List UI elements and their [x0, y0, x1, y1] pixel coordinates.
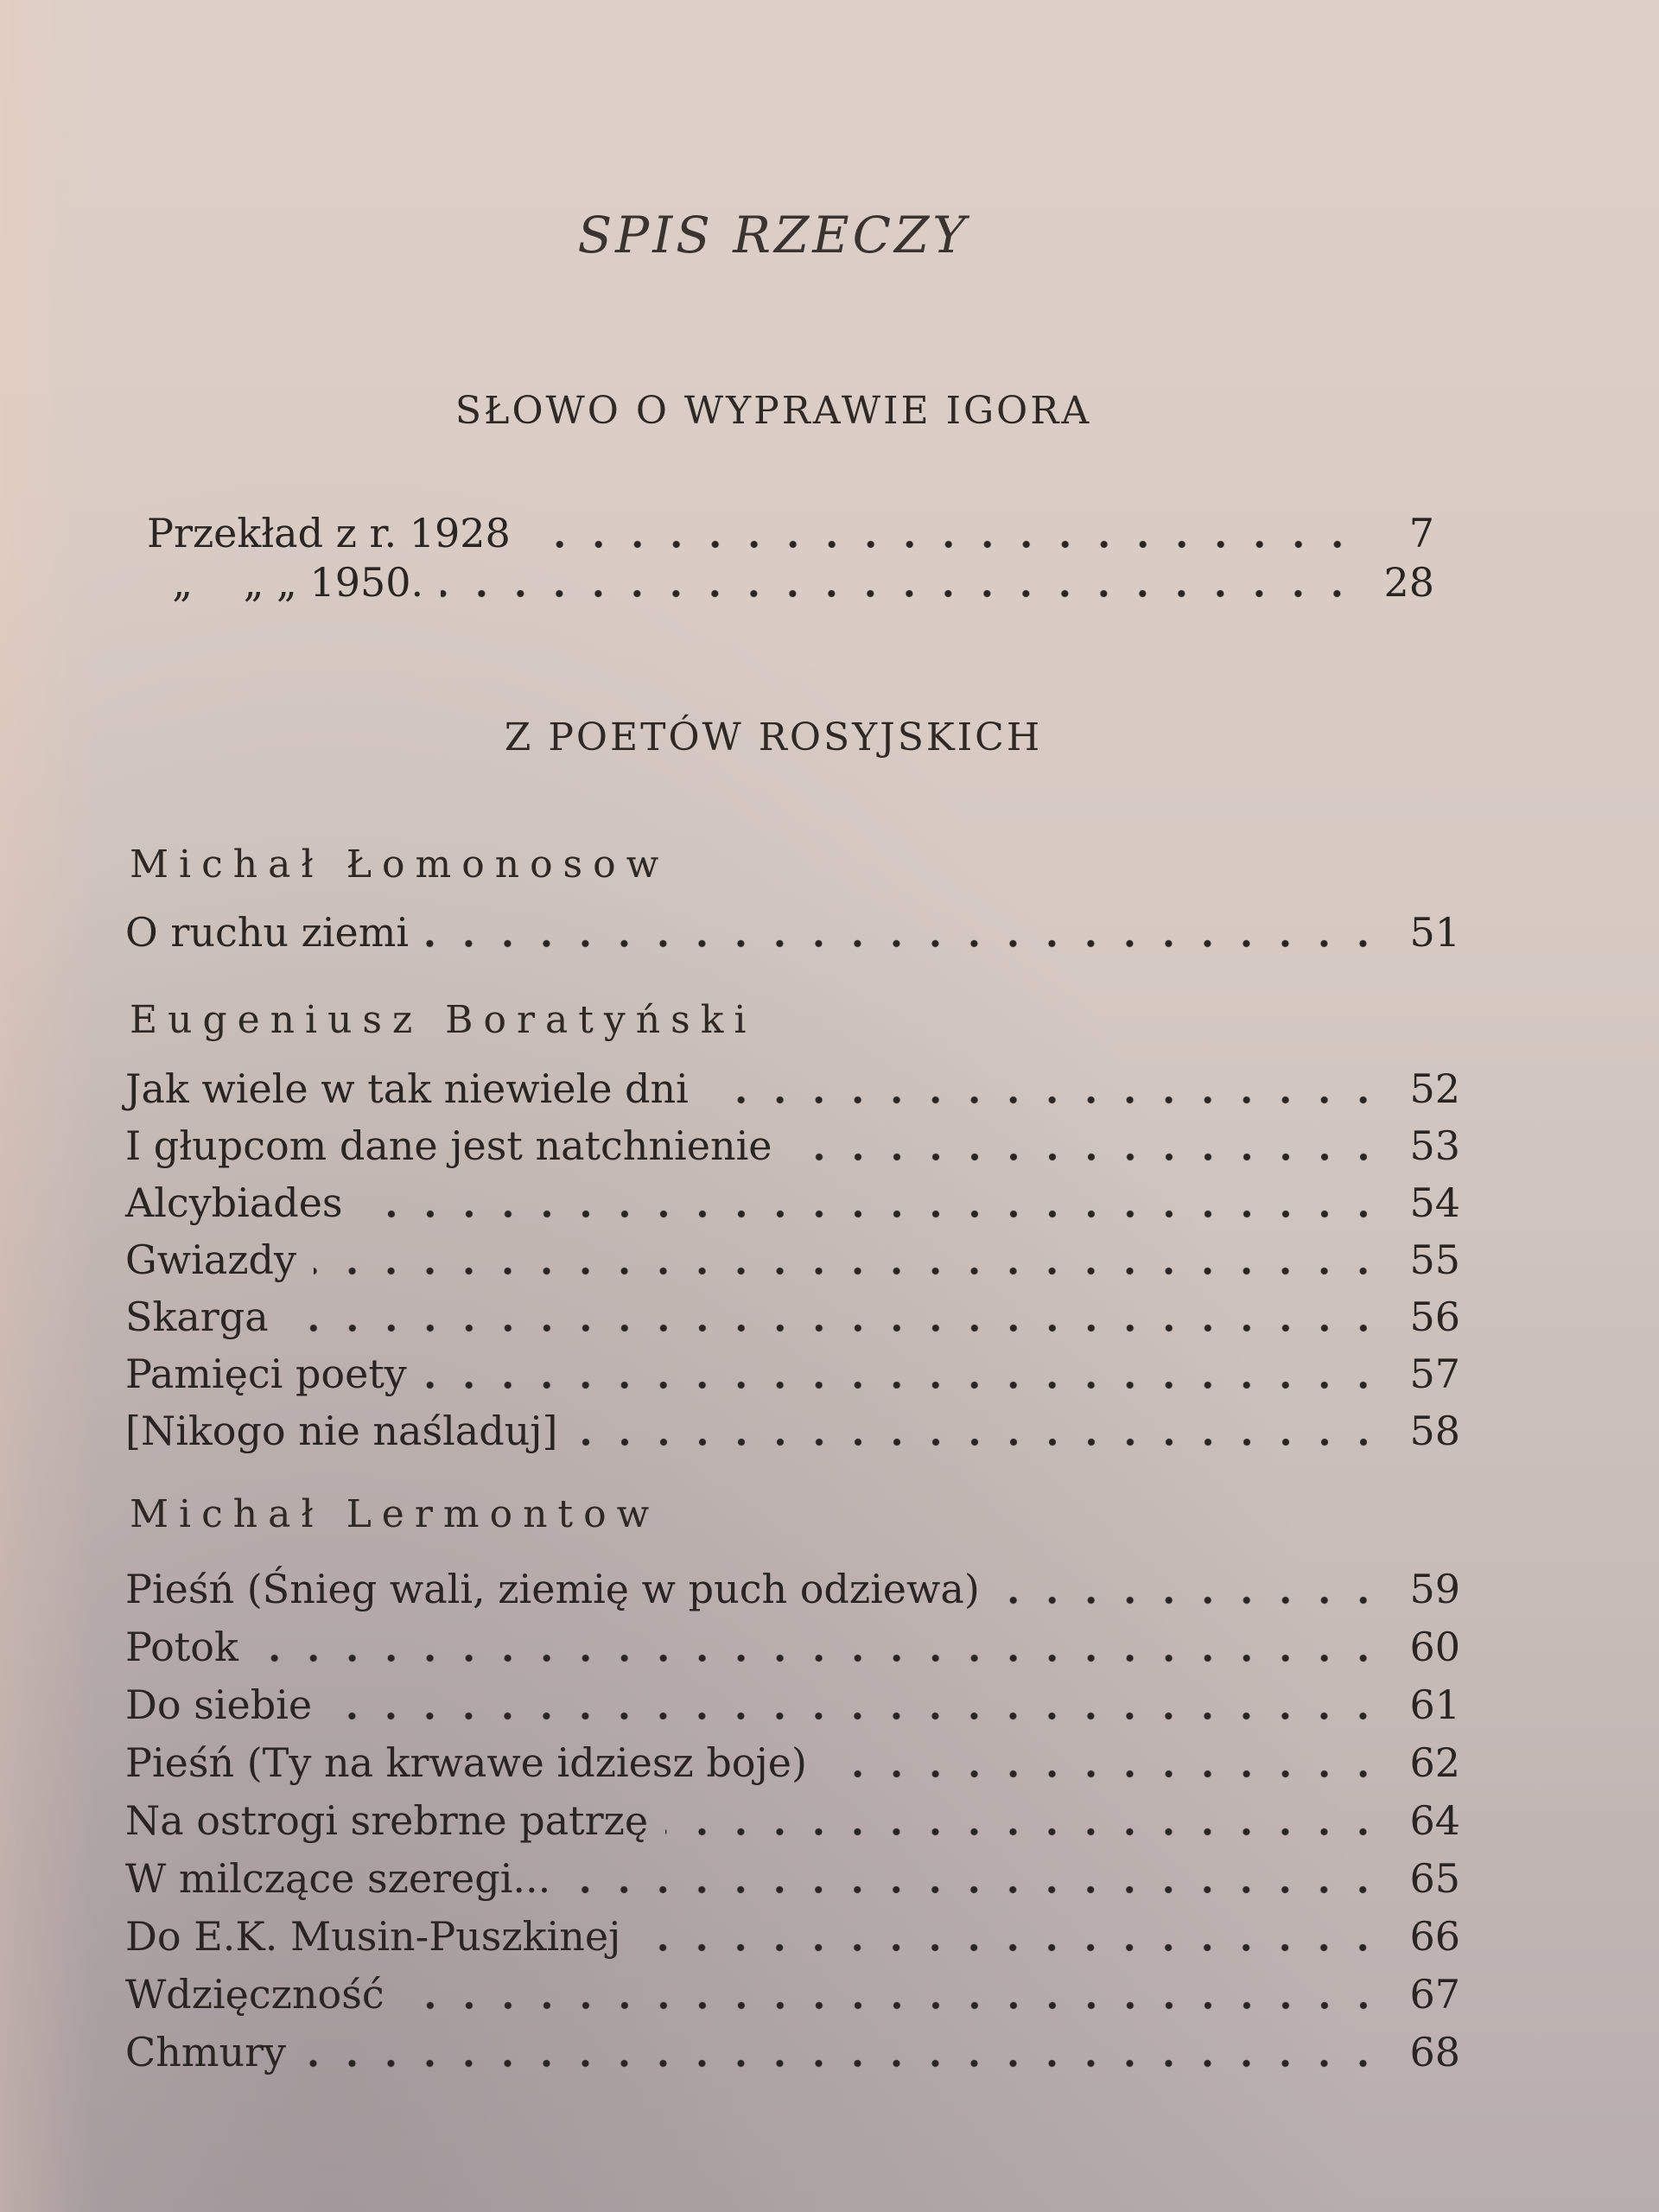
toc-entry[interactable]: [125, 1065, 1460, 1112]
toc-entry[interactable]: [125, 1122, 1460, 1169]
page-number: 60: [1409, 1624, 1460, 1670]
page-number: 7: [1408, 510, 1434, 556]
entry-title: Gwiazdy: [125, 1236, 296, 1283]
page-number: 53: [1409, 1122, 1460, 1169]
toc-entry[interactable]: [125, 1971, 1460, 2018]
page-number: 67: [1409, 1971, 1460, 2018]
page-number: 66: [1409, 1913, 1460, 1960]
toc-entry[interactable]: [125, 1294, 1460, 1340]
entry-title: Do siebie: [125, 1681, 313, 1728]
dot-leader: [568, 1885, 1382, 1894]
page-number: 52: [1409, 1065, 1460, 1112]
entry-title: Wdzięczność: [125, 1971, 385, 2018]
toc-entry[interactable]: [147, 510, 1434, 556]
author-name: Eugeniusz Boratyński: [130, 998, 757, 1042]
toc-entry[interactable]: [125, 1681, 1460, 1728]
toc-entry[interactable]: [125, 1566, 1460, 1612]
entry-title: Przekład z r. 1928: [147, 510, 511, 556]
dot-leader: [575, 1438, 1383, 1446]
dot-leader: [426, 939, 1382, 948]
toc-entry[interactable]: [125, 909, 1460, 956]
toc-entry[interactable]: [125, 1739, 1460, 1786]
page-number: 59: [1409, 1566, 1460, 1612]
entry-title: Alcybiades: [125, 1179, 343, 1226]
page-number: 51: [1409, 909, 1460, 956]
toc-entry[interactable]: [125, 1179, 1460, 1226]
dot-leader: [665, 1827, 1382, 1836]
entry-title: Jak wiele w tak niewiele dni: [125, 1065, 689, 1112]
author-name: Michał Łomonosow: [130, 842, 670, 887]
toc-entry[interactable]: [147, 559, 1434, 606]
entry-title: Chmury: [125, 2029, 287, 2075]
toc-entry[interactable]: [125, 1351, 1460, 1397]
section-heading: Z POETÓW ROSYJSKICH: [504, 715, 1043, 760]
page-number: 55: [1409, 1236, 1460, 1283]
dot-leader: [424, 1381, 1382, 1389]
dot-leader: [528, 540, 1357, 549]
entry-title: „ „ „ 1950.: [147, 559, 424, 606]
dot-leader: [286, 1324, 1382, 1332]
dot-leader: [997, 1596, 1382, 1605]
entry-title: Skarga: [125, 1294, 269, 1340]
dot-leader: [256, 1654, 1382, 1662]
toc-entry[interactable]: [125, 1855, 1460, 1902]
dot-leader: [706, 1096, 1382, 1104]
dot-leader: [441, 589, 1357, 598]
entry-title: Pieśń (Śnieg wali, ziemię w puch odziewa): [125, 1566, 980, 1612]
author-name: Michał Lermontow: [130, 1492, 660, 1536]
page-number: 64: [1409, 1797, 1460, 1844]
dot-leader: [824, 1770, 1382, 1778]
toc-entry[interactable]: [125, 1408, 1460, 1454]
dot-leader: [303, 2059, 1382, 2068]
entry-title: Na ostrogi srebrne patrzę: [125, 1797, 649, 1844]
page-number: 58: [1409, 1408, 1460, 1454]
page-title: SPIS RZECZY: [577, 206, 969, 264]
toc-entry[interactable]: [125, 2029, 1460, 2075]
dot-leader: [790, 1153, 1382, 1161]
page-number: 65: [1409, 1855, 1460, 1902]
dot-leader: [638, 1943, 1382, 1952]
toc-entry[interactable]: [125, 1797, 1460, 1844]
section-heading: SŁOWO O WYPRAWIE IGORA: [454, 389, 1092, 433]
entry-title: Pieśń (Ty na krwawe idziesz boje): [125, 1739, 807, 1786]
page-number: 57: [1409, 1351, 1460, 1397]
dot-leader: [314, 1267, 1382, 1275]
page-number: 28: [1383, 559, 1434, 606]
entry-title: Pamięci poety: [125, 1351, 407, 1397]
page-number: 56: [1409, 1294, 1460, 1340]
toc-entry[interactable]: [125, 1236, 1460, 1283]
page-number: 68: [1409, 2029, 1460, 2075]
toc-entry[interactable]: [125, 1624, 1460, 1670]
page-number: 54: [1409, 1179, 1460, 1226]
page-number: 62: [1409, 1739, 1460, 1786]
toc-entry[interactable]: [125, 1913, 1460, 1960]
entry-title: Do E.K. Musin-Puszkinej: [125, 1913, 621, 1960]
entry-title: I głupcom dane jest natchnienie: [125, 1122, 772, 1169]
entry-title: [Nikogo nie naśladuj]: [125, 1408, 558, 1454]
dot-leader: [360, 1210, 1382, 1218]
page-number: 61: [1409, 1681, 1460, 1728]
entry-title: O ruchu ziemi: [125, 909, 410, 956]
entry-title: Potok: [125, 1624, 238, 1670]
dot-leader: [329, 1712, 1382, 1720]
dot-leader: [402, 2001, 1382, 2010]
entry-title: W milczące szeregi...: [125, 1855, 551, 1902]
